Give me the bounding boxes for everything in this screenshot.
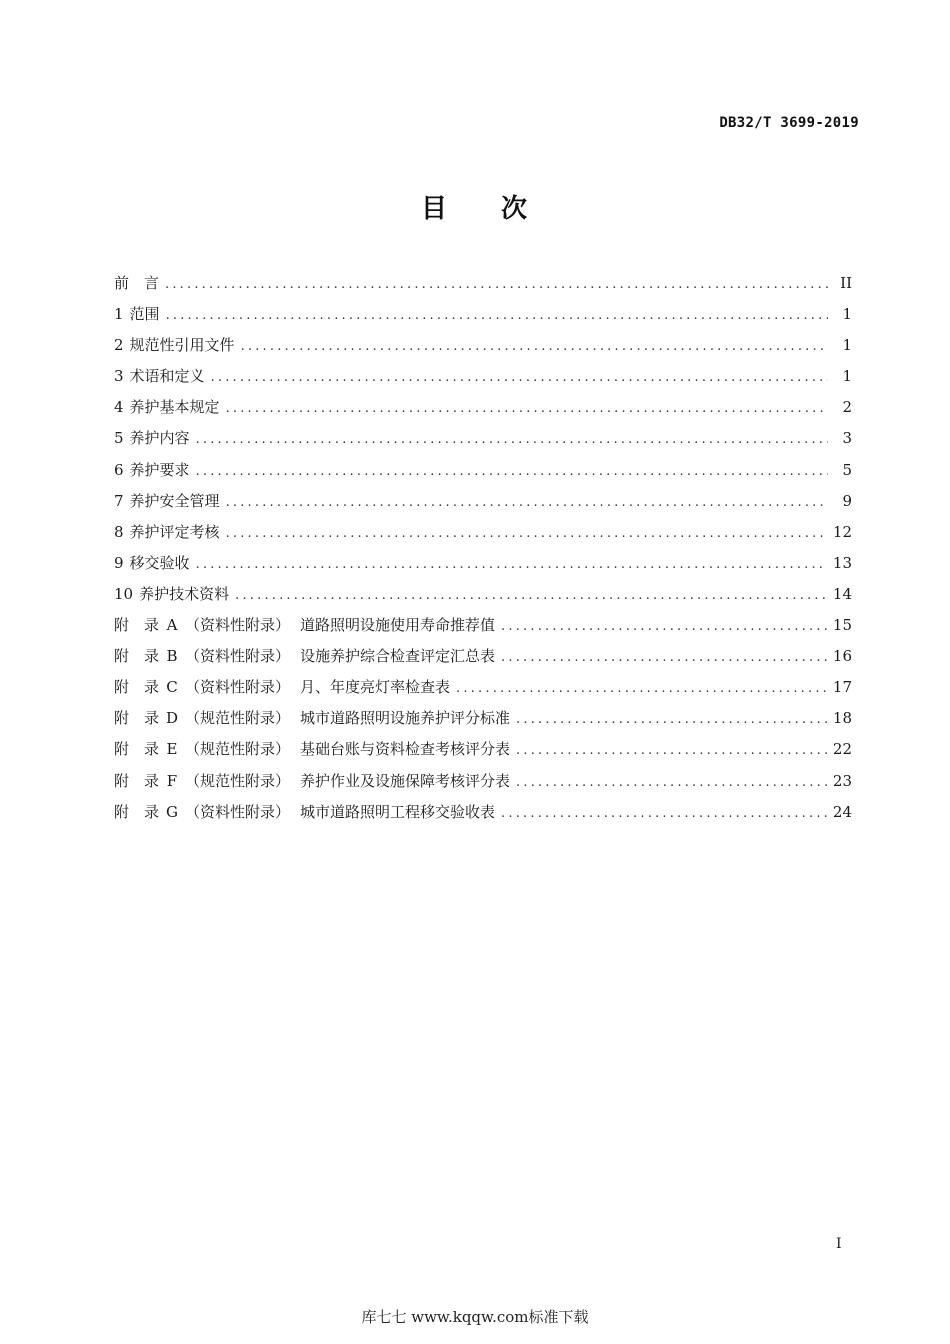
- toc-page-number: 15: [832, 616, 852, 635]
- appendix-title: 道路照明设施使用寿命推荐值: [300, 616, 496, 635]
- page-number: I: [836, 1236, 842, 1252]
- toc-entry[interactable]: [114, 579, 852, 610]
- appendix-word: 附 录: [114, 678, 160, 697]
- toc-entry-title: 范围: [129, 305, 160, 324]
- toc-entry-label: [114, 423, 190, 454]
- page-title: [0, 188, 950, 225]
- title-char-2: 次: [501, 194, 530, 224]
- toc-page-number: 22: [832, 740, 852, 759]
- toc-appendix-label: [114, 641, 495, 672]
- toc-entry-title: 养护要求: [129, 460, 190, 479]
- toc-entry-number: 3: [114, 367, 124, 386]
- toc-entry-label: [114, 486, 220, 517]
- title-char-1: 目: [420, 194, 449, 224]
- download-watermark: 库七七 www.kqqw.com标准下载: [361, 1308, 589, 1326]
- dot-leader: [226, 518, 827, 549]
- dot-leader: [226, 393, 828, 424]
- toc-entry[interactable]: [114, 455, 852, 486]
- document-code: DB32/T 3699-2019: [719, 115, 859, 131]
- appendix-kind: （资料性附录）: [185, 802, 291, 821]
- table-of-contents: [114, 268, 852, 828]
- toc-appendix-label: [114, 766, 510, 797]
- dot-leader: [226, 487, 828, 518]
- appendix-word: 附 录: [114, 616, 160, 635]
- toc-appendix-label: [114, 672, 450, 703]
- toc-appendix-entry[interactable]: [114, 610, 852, 641]
- dot-leader: [516, 735, 827, 766]
- toc-page-number: 23: [832, 771, 852, 790]
- toc-entry-title: 规范性引用文件: [129, 336, 235, 355]
- toc-page-number: 16: [832, 647, 852, 666]
- appendix-word: 附 录: [114, 771, 160, 790]
- toc-entry-label: [114, 330, 235, 361]
- toc-page-number: 2: [842, 398, 852, 417]
- toc-entry[interactable]: [114, 299, 852, 330]
- toc-entry-label: [114, 392, 220, 423]
- appendix-letter: F: [166, 771, 178, 790]
- toc-appendix-entry[interactable]: [114, 766, 852, 797]
- toc-page-number: 1: [842, 336, 852, 355]
- dot-leader: [235, 580, 827, 611]
- toc-appendix-entry[interactable]: [114, 703, 852, 734]
- appendix-title: 设施养护综合检查评定汇总表: [300, 647, 496, 666]
- appendix-kind: （资料性附录）: [185, 647, 291, 666]
- toc-page-number: II: [840, 274, 852, 292]
- toc-appendix-entry[interactable]: [114, 672, 852, 703]
- appendix-letter: D: [166, 709, 179, 728]
- toc-entry[interactable]: [114, 361, 852, 392]
- toc-entry-foreword[interactable]: [114, 268, 852, 299]
- appendix-kind: （规范性附录）: [185, 709, 291, 728]
- toc-entry[interactable]: [114, 423, 852, 454]
- dot-leader: [241, 331, 828, 362]
- toc-entry-number: 5: [114, 429, 124, 448]
- toc-entry-label: [114, 517, 220, 548]
- appendix-word: 附 录: [114, 647, 160, 666]
- appendix-letter: G: [166, 802, 178, 821]
- toc-appendix-label: [114, 797, 495, 828]
- dot-leader: [166, 300, 828, 331]
- toc-page-number: 12: [832, 522, 852, 541]
- appendix-kind: （资料性附录）: [185, 616, 291, 635]
- dot-leader: [516, 767, 827, 798]
- toc-page-number: 1: [842, 367, 852, 386]
- toc-page-number: 5: [842, 460, 852, 479]
- toc-page-number: 3: [842, 429, 852, 448]
- appendix-title: 城市道路照明工程移交验收表: [300, 802, 496, 821]
- toc-entry-title: 养护评定考核: [129, 522, 220, 541]
- toc-entry-label: [114, 548, 190, 579]
- toc-entry[interactable]: [114, 548, 852, 579]
- toc-page-number: 14: [832, 584, 852, 603]
- toc-entry-number: 6: [114, 460, 124, 479]
- toc-entry[interactable]: [114, 486, 852, 517]
- toc-page-number: 24: [832, 802, 852, 821]
- toc-appendix-label: [114, 734, 510, 765]
- appendix-title: 基础台账与资料检查考核评分表: [300, 740, 511, 759]
- toc-entry-label: [114, 455, 190, 486]
- dot-leader: [501, 611, 827, 642]
- toc-page-number: 13: [832, 553, 852, 572]
- appendix-word: 附 录: [114, 802, 160, 821]
- toc-entry-number: 10: [114, 584, 134, 603]
- appendix-letter: A: [166, 616, 178, 635]
- toc-entry-title: 养护基本规定: [129, 398, 220, 417]
- toc-appendix-entry[interactable]: [114, 641, 852, 672]
- toc-entry-title: 养护内容: [129, 429, 190, 448]
- dot-leader: [501, 642, 827, 673]
- appendix-title: 月、年度亮灯率检查表: [300, 678, 451, 697]
- appendix-kind: （规范性附录）: [185, 771, 291, 790]
- appendix-word: 附 录: [114, 740, 160, 759]
- appendix-kind: （资料性附录）: [185, 678, 291, 697]
- toc-page-number: 17: [832, 678, 852, 697]
- toc-entry-title: 术语和定义: [129, 367, 205, 386]
- toc-entry-label: [114, 299, 160, 330]
- appendix-letter: E: [166, 740, 178, 759]
- appendix-title: 养护作业及设施保障考核评分表: [300, 771, 511, 790]
- appendix-word: 附 录: [114, 709, 160, 728]
- dot-leader: [456, 673, 827, 704]
- toc-entry-title: 移交验收: [129, 553, 190, 572]
- appendix-letter: B: [166, 647, 178, 666]
- dot-leader: [165, 269, 828, 300]
- toc-appendix-label: [114, 610, 495, 641]
- appendix-title: 城市道路照明设施养护评分标准: [300, 709, 511, 728]
- dot-leader: [196, 456, 828, 487]
- dot-leader: [211, 362, 828, 393]
- toc-entry-number: 2: [114, 336, 124, 355]
- toc-page-number: 1: [842, 305, 852, 324]
- toc-page-number: 9: [842, 491, 852, 510]
- appendix-kind: （规范性附录）: [185, 740, 291, 759]
- dot-leader: [501, 798, 827, 829]
- toc-entry-number: 1: [114, 305, 124, 324]
- toc-entry[interactable]: [114, 330, 852, 361]
- toc-entry[interactable]: [114, 392, 852, 423]
- dot-leader: [196, 549, 827, 580]
- appendix-letter: C: [166, 678, 178, 697]
- toc-entry-title: 养护安全管理: [129, 491, 220, 510]
- toc-entry-number: 4: [114, 398, 124, 417]
- toc-appendix-entry[interactable]: [114, 734, 852, 765]
- toc-appendix-label: [114, 703, 510, 734]
- dot-leader: [196, 424, 828, 455]
- toc-entry-number: 9: [114, 553, 124, 572]
- toc-entry-number: 7: [114, 491, 124, 510]
- toc-entry-label: [114, 361, 205, 392]
- toc-entry-number: 8: [114, 522, 124, 541]
- toc-page-number: 18: [832, 709, 852, 728]
- toc-appendix-entry[interactable]: [114, 797, 852, 828]
- toc-entry[interactable]: [114, 517, 852, 548]
- toc-entry-title: 前 言: [114, 274, 160, 292]
- toc-entry-title: 养护技术资料: [139, 584, 230, 603]
- toc-entry-label: [114, 579, 229, 610]
- dot-leader: [516, 704, 827, 735]
